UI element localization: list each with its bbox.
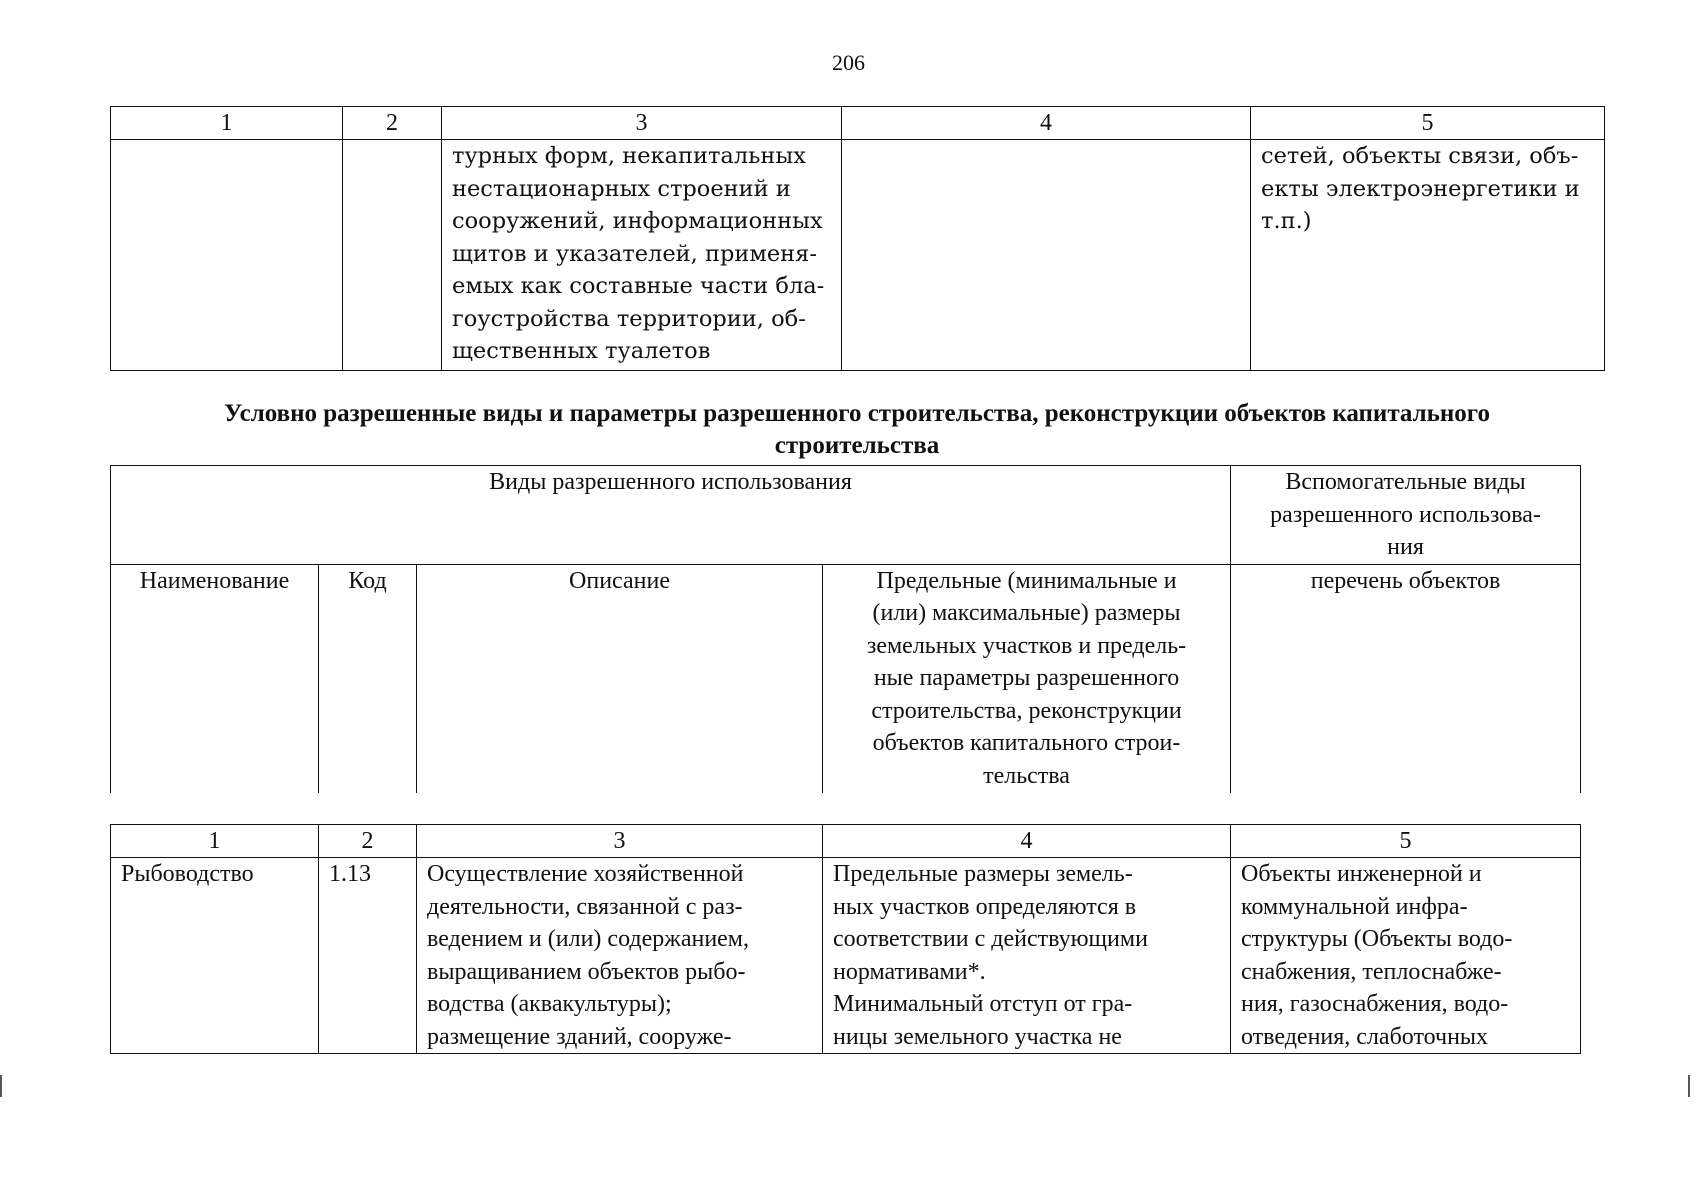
column-number-row xyxy=(111,107,1605,140)
text-line: Вспомогательные виды xyxy=(1285,469,1526,495)
data-table xyxy=(110,824,1581,1054)
text-line: ведением и (или) содержанием, xyxy=(427,926,749,952)
text-line: размещение зданий, сооруже- xyxy=(427,1023,732,1050)
column-number: 2 xyxy=(319,825,417,858)
text-line: ния, газоснабжения, водо- xyxy=(1241,991,1509,1017)
text-line: турных форм, некапитальных xyxy=(452,143,806,169)
text-line: Осуществление хозяйственной xyxy=(427,861,744,887)
auxiliary-cell xyxy=(1231,858,1581,1054)
text-line: строительства, реконструкции xyxy=(871,697,1182,724)
column-number: 4 xyxy=(842,107,1251,140)
code-cell xyxy=(343,140,442,371)
text-line: земельных участков и предель- xyxy=(866,632,1187,659)
column-number: 1 xyxy=(111,107,343,140)
section-title-line: Условно разрешенные виды и параметры разрешенного строительства, реконструкции объектов капитального xyxy=(223,400,1491,427)
parameters-cell xyxy=(823,858,1231,1054)
text-line: соответствии с действующими xyxy=(833,926,1148,952)
scan-edge-mark xyxy=(1688,1075,1696,1097)
text-line: объектов капитального строи- xyxy=(872,730,1181,756)
column-number-row xyxy=(111,825,1581,858)
text-line: щитов и указателей, применя- xyxy=(452,240,817,267)
table-row xyxy=(111,858,1581,1054)
text-line: щественных туалетов xyxy=(452,338,711,364)
parameters-column-header xyxy=(823,564,1231,793)
text-line: ных участков определяются в xyxy=(833,893,1137,920)
column-number: 5 xyxy=(1231,825,1581,858)
section-title xyxy=(110,398,1604,462)
scan-edge-mark xyxy=(0,1075,8,1097)
text-line: сооружений, информационных xyxy=(452,208,823,234)
description-cell xyxy=(417,858,823,1054)
header-table xyxy=(110,465,1581,793)
column-number: 5 xyxy=(1251,107,1605,140)
table-row xyxy=(111,140,1605,371)
column-number: 3 xyxy=(417,825,823,858)
name-cell xyxy=(111,140,343,371)
auxiliary-column-header: перечень объектов xyxy=(1231,564,1581,793)
name-column-header: Наименование xyxy=(111,564,319,793)
text-line: деятельности, связанной с раз- xyxy=(427,893,743,920)
text-line: ные параметры разрешенного xyxy=(873,665,1180,691)
code-column-header: Код xyxy=(319,564,417,793)
text-line: екты электроэнергетики и xyxy=(1261,175,1580,202)
continuation-table xyxy=(110,106,1605,371)
text-line: водства (аквакультуры); xyxy=(427,991,672,1017)
text-line: Объекты инженерной и xyxy=(1241,861,1482,887)
text-line: ницы земельного участка не xyxy=(833,1023,1122,1050)
column-number: 1 xyxy=(111,825,319,858)
text-line: коммунальной инфра- xyxy=(1241,893,1468,920)
text-line: выращиванием объектов рыбо- xyxy=(427,958,746,985)
text-line: нормативами*. xyxy=(833,958,986,985)
text-line: Предельные (минимальные и xyxy=(876,567,1177,594)
page-number: 206 xyxy=(832,50,865,75)
text-line: отведения, слаботочных xyxy=(1241,1023,1489,1050)
code-cell: 1.13 xyxy=(319,858,417,1054)
column-number: 3 xyxy=(442,107,842,140)
text-line: емых как составные части бла- xyxy=(452,273,825,299)
group-header-row xyxy=(111,466,1581,565)
text-line: снабжения, теплоснабже- xyxy=(1241,958,1502,985)
text-line: сетей, объекты связи, объ- xyxy=(1261,143,1579,169)
section-title-line: строительства xyxy=(774,432,940,459)
auxiliary-group-header xyxy=(1231,466,1581,565)
text-line: нестационарных строений и xyxy=(452,175,791,202)
name-cell: Рыбоводство xyxy=(111,858,319,1054)
text-line: гоустройства территории, об- xyxy=(452,305,806,332)
text-line: тельства xyxy=(983,762,1070,789)
permitted-use-group-header: Виды разрешенного использования xyxy=(111,466,1231,565)
column-number: 4 xyxy=(823,825,1231,858)
column-number: 2 xyxy=(343,107,442,140)
text-line: т.п.) xyxy=(1261,208,1312,234)
text-line: ния xyxy=(1387,534,1424,560)
text-line: Минимальный отступ от гра- xyxy=(833,991,1133,1017)
text-line: (или) максимальные) размеры xyxy=(872,600,1181,626)
auxiliary-cell xyxy=(1251,140,1605,371)
parameters-cell xyxy=(842,140,1251,371)
column-header-row xyxy=(111,564,1581,793)
description-cell xyxy=(442,140,842,371)
text-line: Предельные размеры земель- xyxy=(833,861,1133,887)
text-line: разрешенного использова- xyxy=(1270,501,1541,528)
description-column-header: Описание xyxy=(417,564,823,793)
text-line: структуры (Объекты водо- xyxy=(1241,926,1513,952)
